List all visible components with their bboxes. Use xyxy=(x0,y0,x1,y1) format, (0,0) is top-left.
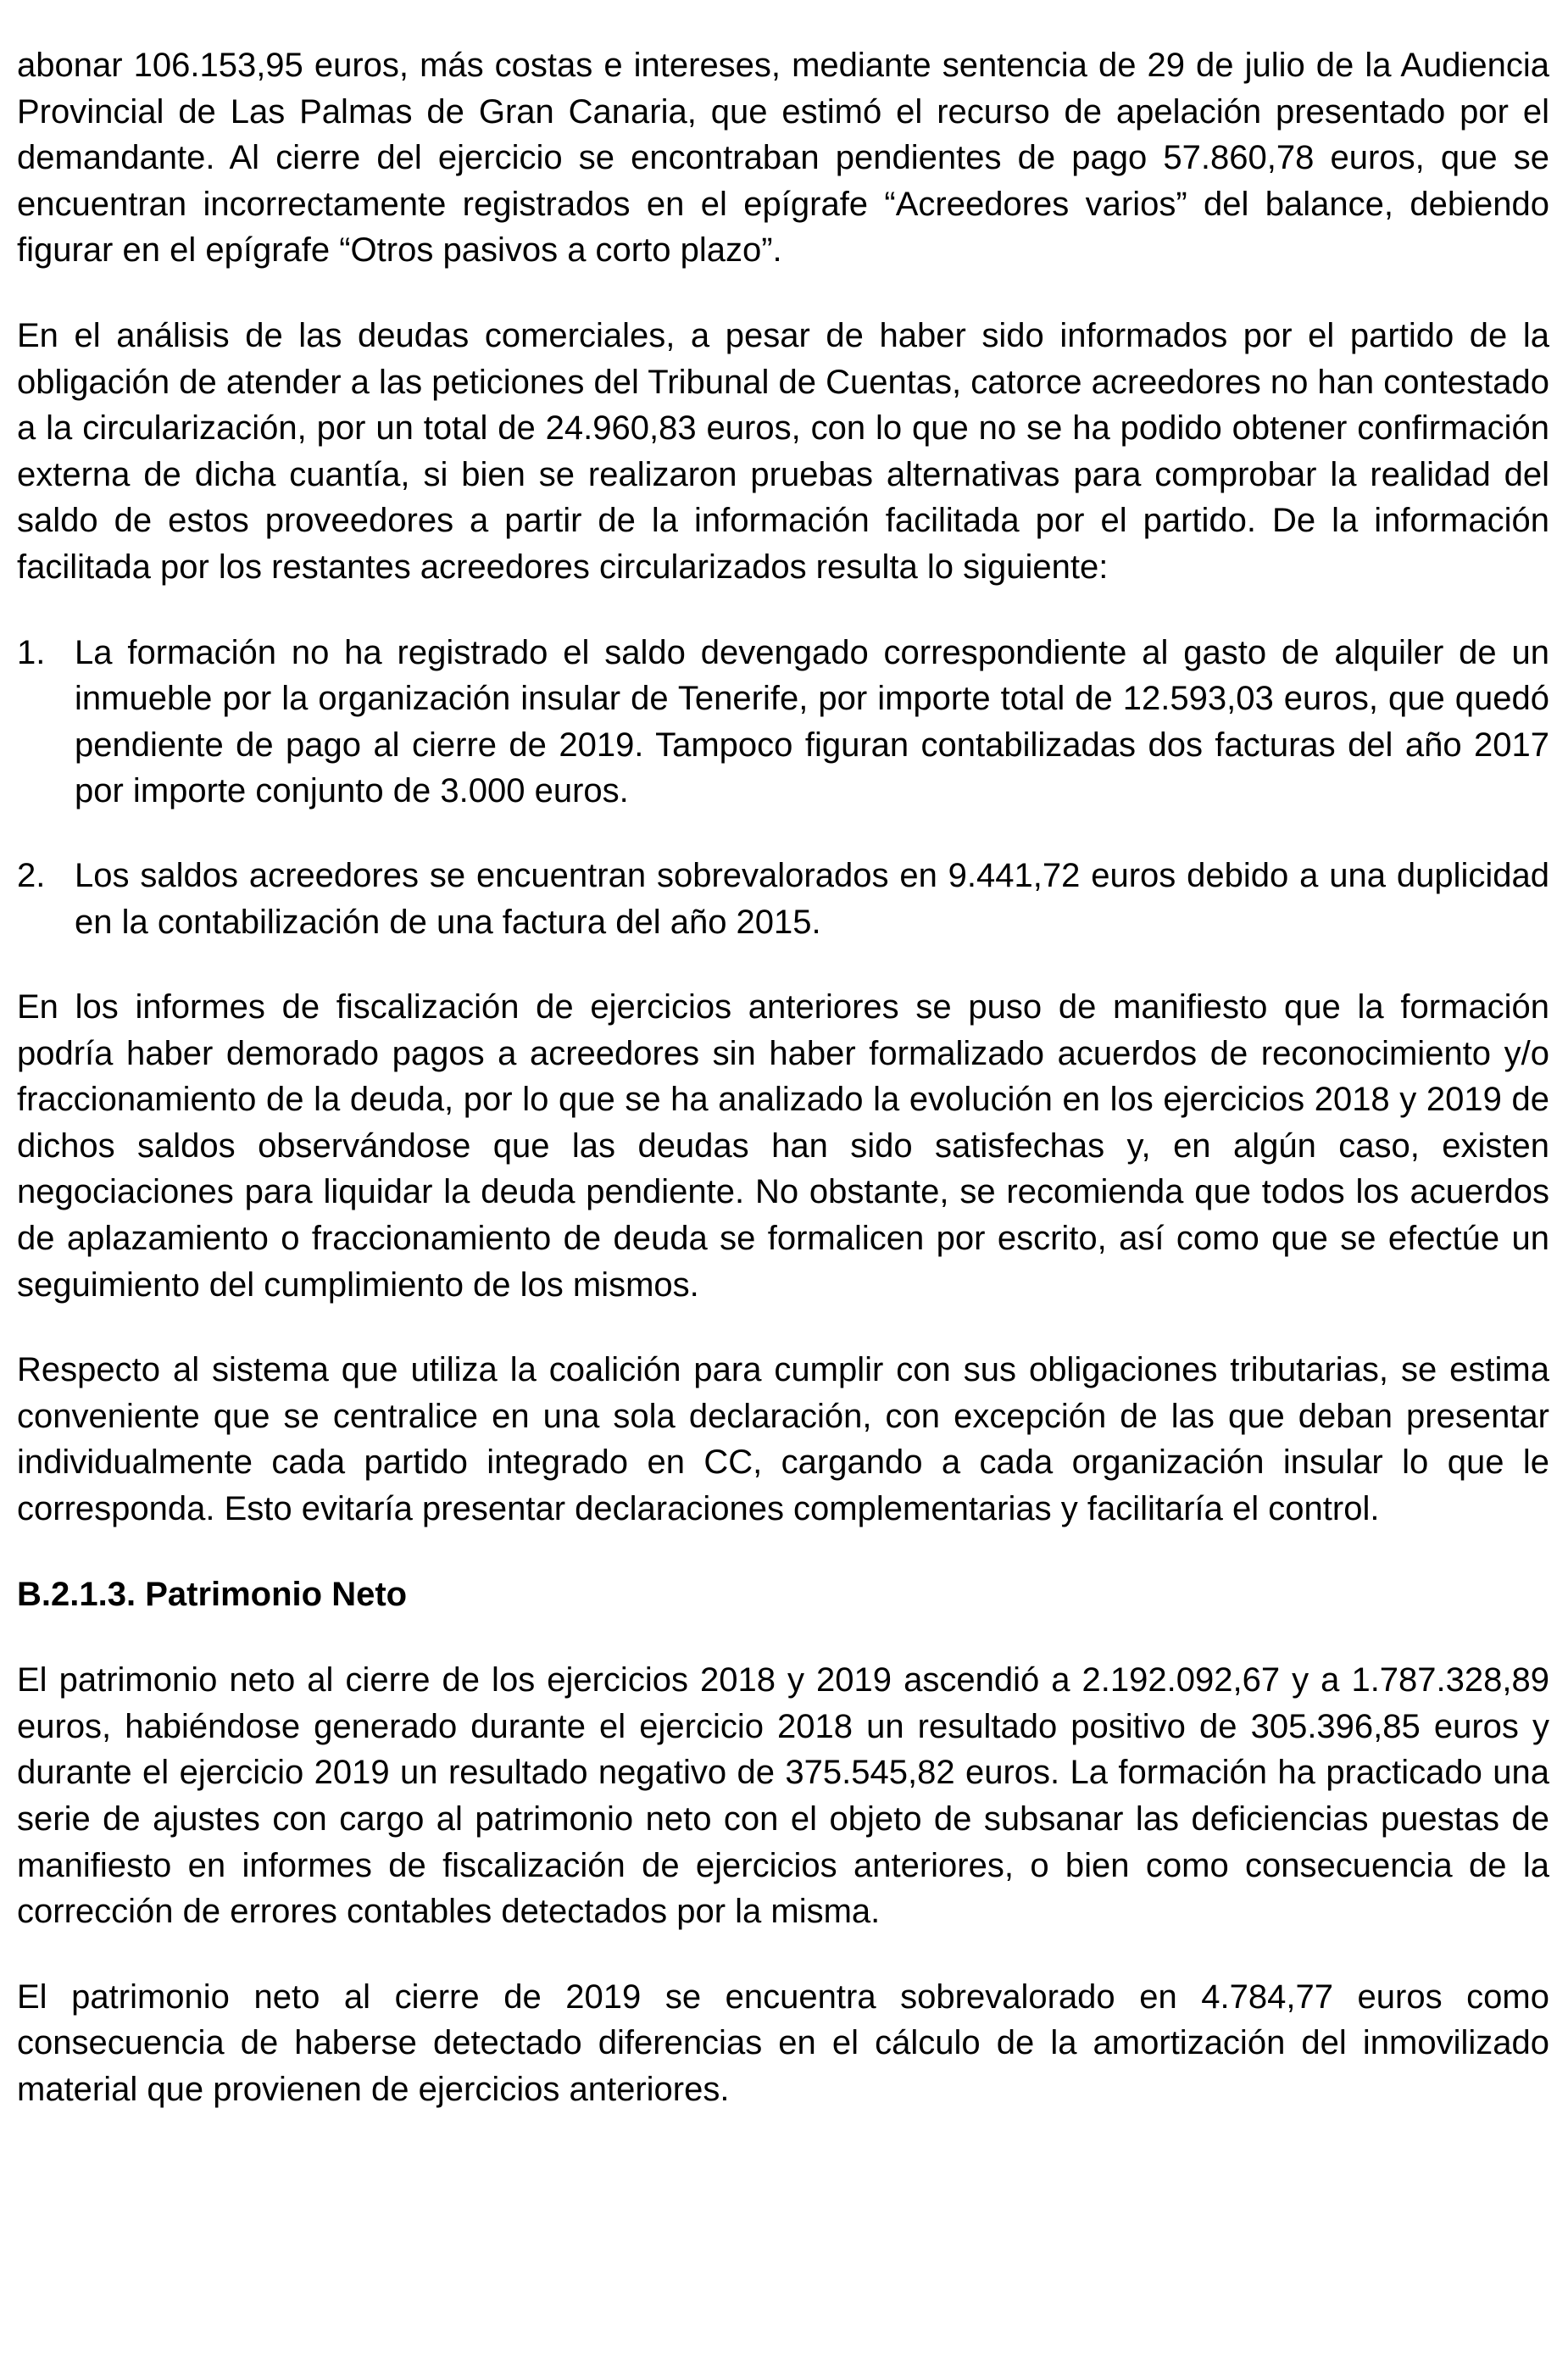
list-item xyxy=(17,630,1549,815)
paragraph-deudas-comerciales: En el análisis de las deudas comerciales, a pesar de haber sido informados por el partido de la obligación de atender a las peticiones del Tribunal de Cuentas, catorce acreedores no han contestado a la circularización, por un total de 24.960,83 euros, con lo que no se ha podido obtener confirmación externa de dicha cuantía, si bien se realizaron pruebas alternativas para comprobar la realidad del saldo de estos proveedores a partir de la información facilitada por el partido. De la información facilitada por los restantes acreedores circularizados resulta lo siguiente: xyxy=(17,316,1549,586)
paragraph-sistema-tributario: Respecto al sistema que utiliza la coalición para cumplir con sus obligaciones tributarias, se estima conveniente que se centralice en una sola declaración, con excepción de las que deban presentar individualmente cada partido integrado en CC, cargando a cada organización insular lo que le corresponda. Esto evitaría presentar declaraciones complementarias y facilitaría el control. xyxy=(17,1351,1549,1528)
section-heading: B.2.1.3. Patrimonio Neto xyxy=(17,1575,408,1613)
findings-list xyxy=(17,630,1549,946)
list-item-text: Los saldos acreedores se encuentran sobrevalorados en 9.441,72 euros debido a una duplicidad en la contabilización de una factura del año 2015. xyxy=(75,856,1549,941)
list-item xyxy=(17,853,1549,945)
paragraph-patrimonio-neto: El patrimonio neto al cierre de los ejercicios 2018 y 2019 ascendió a 2.192.092,67 y a 1.787.328,89 euros, habiéndose generado durante el ejercicio 2018 un resultado positivo de 305.396,85 euros y durante el ejercicio 2019 un resultado negativo de 375.545,82 euros. La formación ha practicado una serie de ajustes con cargo al patrimonio neto con el objeto de subsanar las deficiencias puestas de manifiesto en informes de fiscalización de ejercicios anteriores, o bien como consecuencia de la corrección de errores contables detectados por la misma. xyxy=(17,1661,1549,1931)
paragraph-informes-anteriores: En los informes de fiscalización de ejercicios anteriores se puso de manifiesto que la formación podría haber demorado pagos a acreedores sin haber formalizado acuerdos de reconocimiento y/o fraccionamiento de la deuda, por lo que se ha analizado la evolución en los ejercicios 2018 y 2019 de dichos saldos observándose que las deudas han sido satisfechas y, en algún caso, existen negociaciones para liquidar la deuda pendiente. No obstante, se recomienda que todos los acuerdos de aplazamiento o fraccionamiento de deuda se formalicen por escrito, así como que se efectúe un seguimiento del cumplimiento de los mismos. xyxy=(17,988,1549,1304)
list-item-number: 2. xyxy=(17,856,46,894)
document-page xyxy=(17,42,1549,2152)
paragraph-sentencia: abonar 106.153,95 euros, más costas e intereses, mediante sentencia de 29 de julio de la Audiencia Provincial de Las Palmas de Gran Canaria, que estimó el recurso de apelación presentado por el demandante. Al cierre del ejercicio se encontraban pendientes de pago 57.860,78 euros, que se encuentran incorrectamente registrados en el epígrafe “Acreedores varios” del balance, debiendo figurar en el epígrafe “Otros pasivos a corto plazo”. xyxy=(17,47,1549,270)
list-item-number: 1. xyxy=(17,633,46,671)
list-item-text: La formación no ha registrado el saldo devengado correspondiente al gasto de alquiler de un inmueble por la organización insular de Tenerife, por importe total de 12.593,03 euros, que quedó pendiente de pago al cierre de 2019. Tampoco figuran contabilizadas dos facturas del año 2017 por importe conjunto de 3.000 euros. xyxy=(75,633,1549,810)
paragraph-sobrevalorado: El patrimonio neto al cierre de 2019 se encuentra sobrevalorado en 4.784,77 euros como consecuencia de haberse detectado diferencias en el cálculo de la amortización del inmovilizado material que provienen de ejercicios anteriores. xyxy=(17,1978,1549,2108)
